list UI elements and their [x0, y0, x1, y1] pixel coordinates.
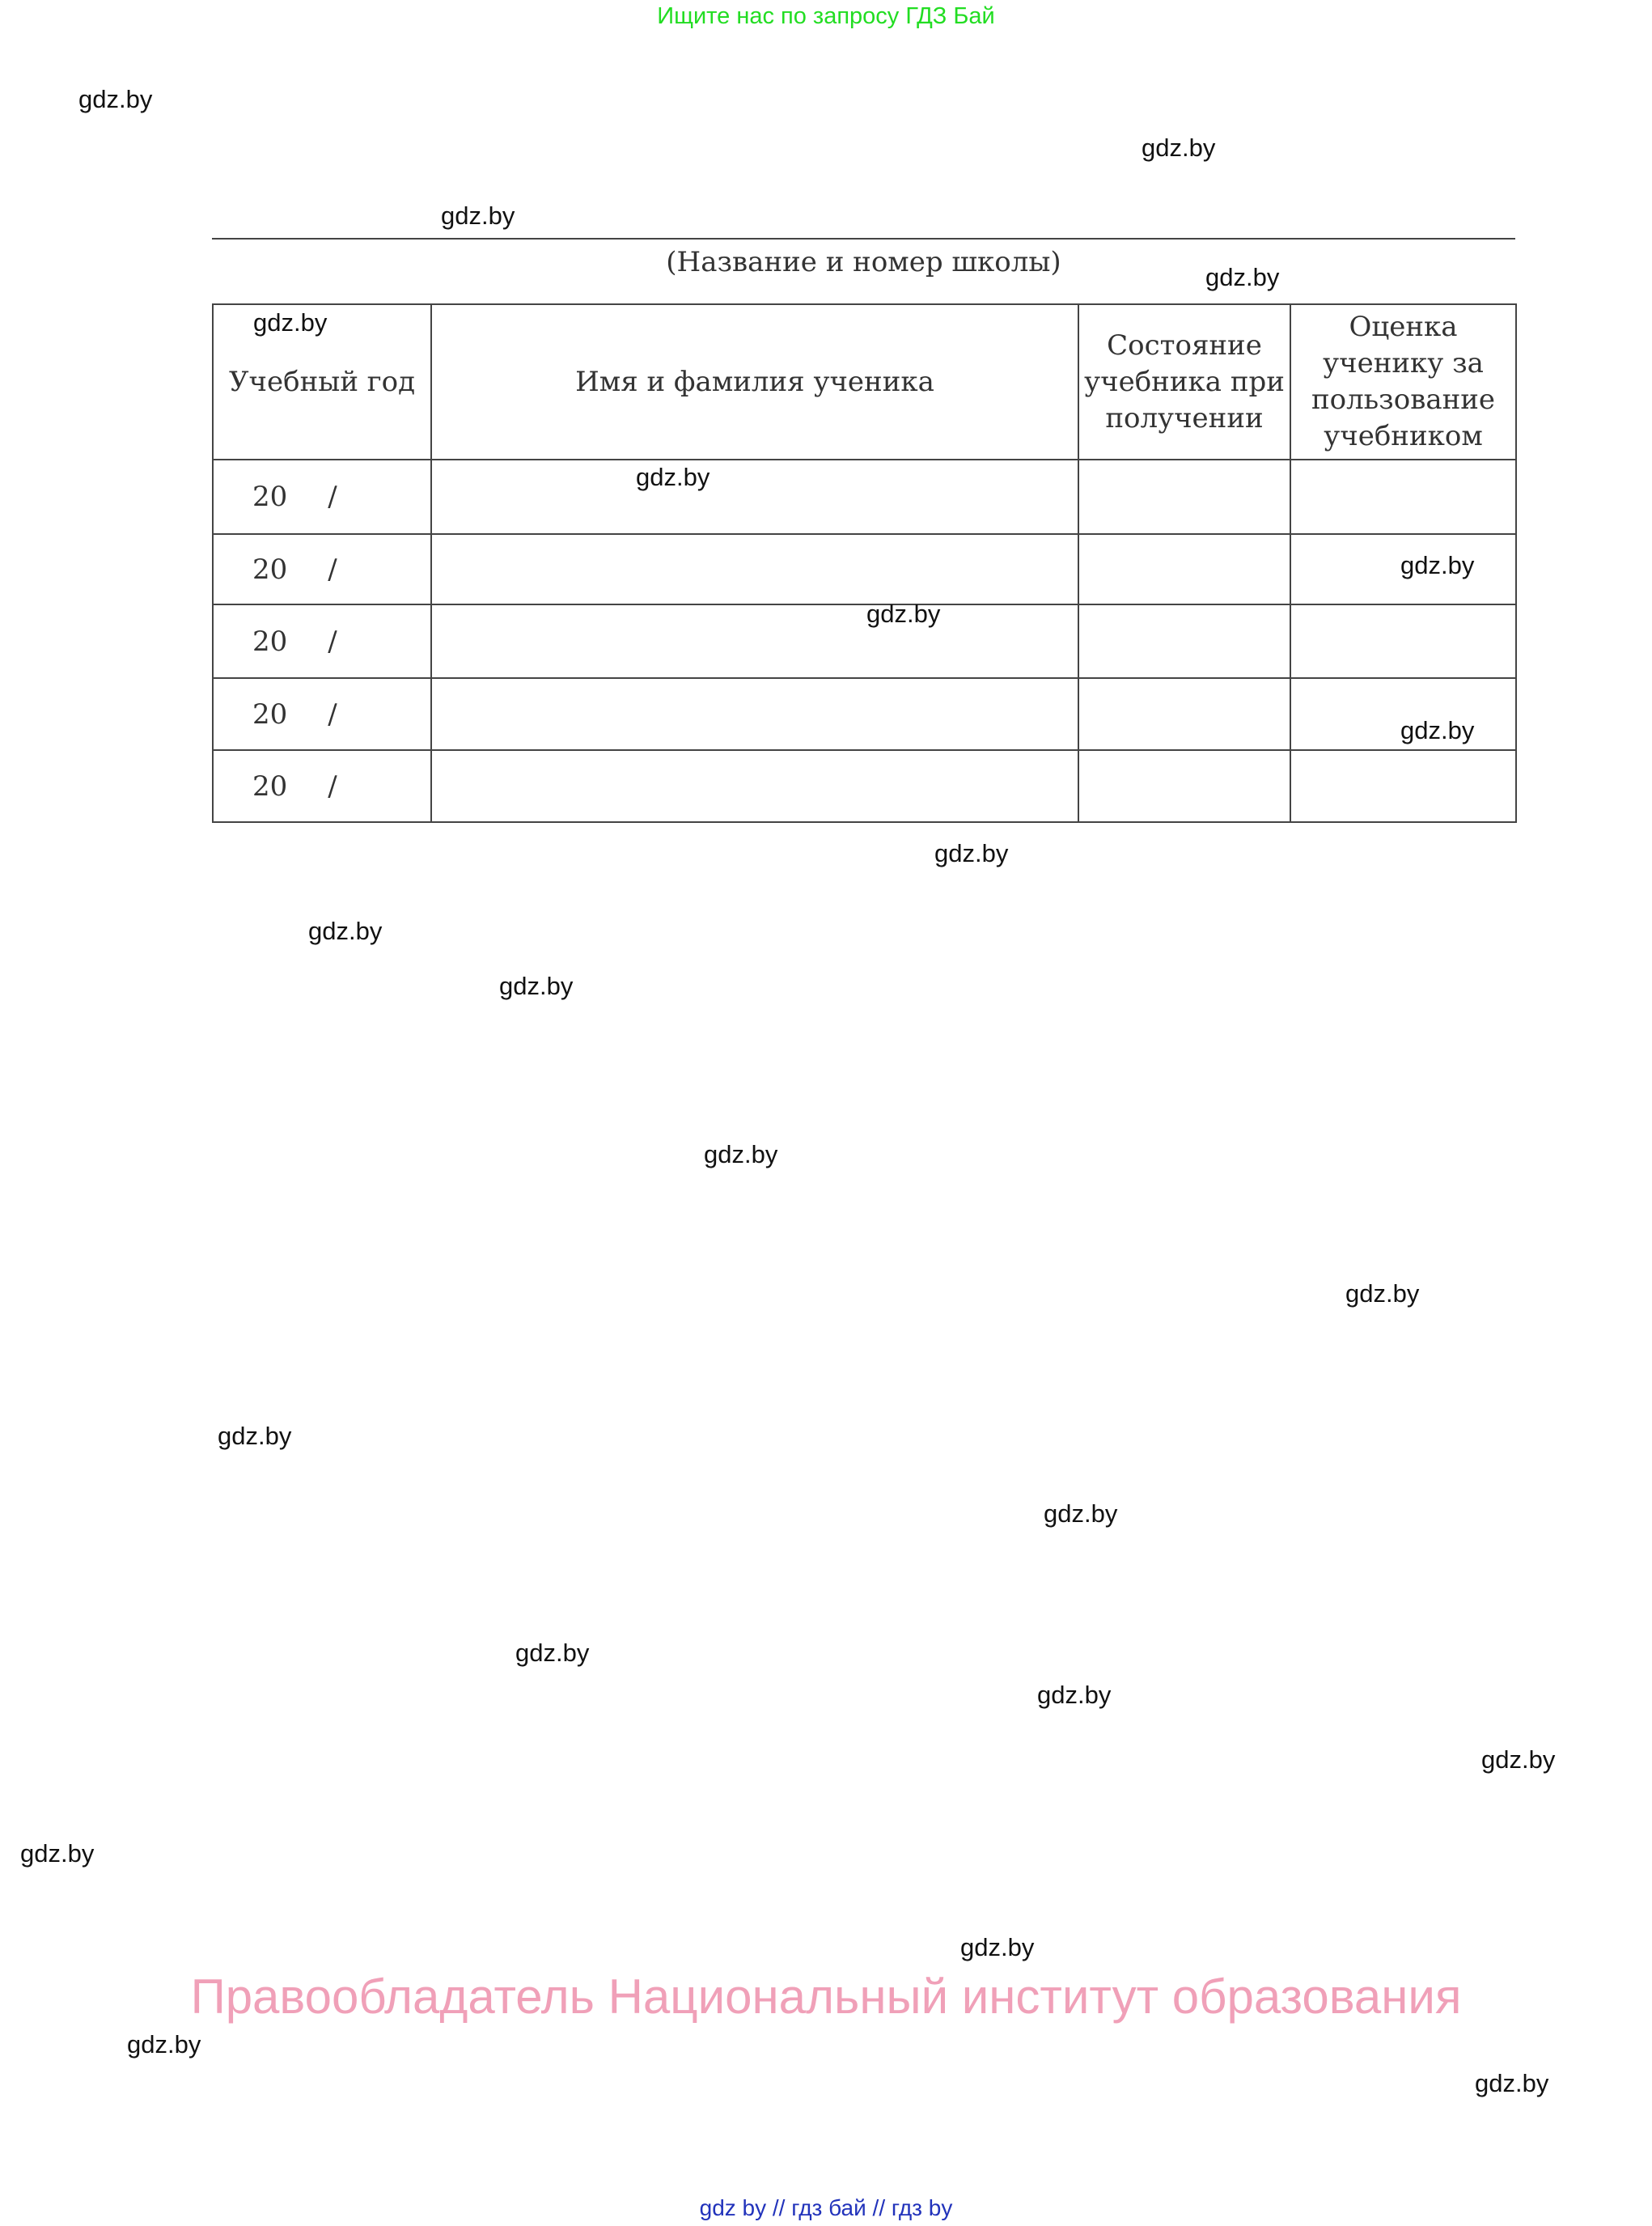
table-header-row [213, 304, 1516, 460]
watermark: gdz.by [78, 85, 153, 113]
footer-links: gdz by // гдз бай // гдз by [699, 2195, 953, 2220]
student-cell [431, 460, 1078, 534]
watermark: gdz.by [636, 463, 710, 491]
year-cell [213, 750, 431, 822]
table-row [213, 678, 1516, 750]
header-year: Учебный год [213, 304, 431, 460]
year-prefix: 20 [252, 697, 288, 731]
watermark: gdz.by [866, 600, 941, 628]
table-row [213, 534, 1516, 604]
watermark: gdz.by [253, 308, 328, 337]
watermark: gdz.by [1481, 1745, 1556, 1774]
condition-cell [1078, 750, 1290, 822]
year-prefix: 20 [252, 481, 288, 513]
header-grade: Оценка ученику за пользование учебником [1290, 304, 1516, 460]
grade-cell [1290, 460, 1516, 534]
watermark: gdz.by [308, 917, 383, 945]
year-slash: / [328, 697, 337, 731]
watermark: gdz.by [515, 1639, 590, 1667]
condition-cell [1078, 678, 1290, 750]
watermark: gdz.by [218, 1422, 292, 1450]
watermark: gdz.by [1400, 716, 1475, 744]
watermark: gdz.by [1142, 134, 1216, 162]
year-slash: / [328, 625, 337, 658]
table-row [213, 750, 1516, 822]
condition-cell [1078, 534, 1290, 604]
copyright-notice: Правообладатель Национальный институт образования [190, 1969, 1462, 2024]
watermark: gdz.by [499, 972, 574, 1000]
watermark: gdz.by [127, 2030, 201, 2059]
student-cell [431, 678, 1078, 750]
year-cell [213, 534, 431, 604]
watermark: gdz.by [1205, 263, 1280, 291]
student-cell [431, 604, 1078, 678]
year-slash: / [328, 770, 337, 803]
year-prefix: 20 [252, 625, 288, 658]
watermark: gdz.by [1044, 1499, 1118, 1528]
watermark: gdz.by [1037, 1681, 1112, 1709]
top-banner: Ищите нас по запросу ГДЗ Бай [657, 3, 995, 29]
year-slash: / [328, 553, 337, 586]
condition-cell [1078, 460, 1290, 534]
year-cell [213, 460, 431, 534]
watermark: gdz.by [934, 839, 1009, 867]
year-prefix: 20 [252, 553, 288, 586]
student-cell [431, 534, 1078, 604]
table-row [213, 604, 1516, 678]
header-student: Имя и фамилия ученика [431, 304, 1078, 460]
year-cell [213, 604, 431, 678]
year-cell [213, 678, 431, 750]
school-name-caption: (Название и номер школы) [666, 246, 1061, 278]
watermark: gdz.by [960, 1933, 1035, 1961]
watermark: gdz.by [1345, 1279, 1420, 1308]
condition-cell [1078, 604, 1290, 678]
watermark: gdz.by [441, 201, 515, 230]
watermark: gdz.by [704, 1140, 778, 1168]
watermark: gdz.by [1400, 551, 1475, 579]
watermark: gdz.by [20, 1839, 95, 1868]
header-condition: Состояние учебника при получении [1078, 304, 1290, 460]
student-cell [431, 750, 1078, 822]
grade-cell [1290, 604, 1516, 678]
grade-cell [1290, 750, 1516, 822]
school-name-line [212, 238, 1515, 240]
year-prefix: 20 [252, 770, 288, 803]
watermark: gdz.by [1475, 2069, 1549, 2097]
textbook-register-table [212, 303, 1517, 823]
year-slash: / [328, 481, 337, 513]
table-row [213, 460, 1516, 534]
